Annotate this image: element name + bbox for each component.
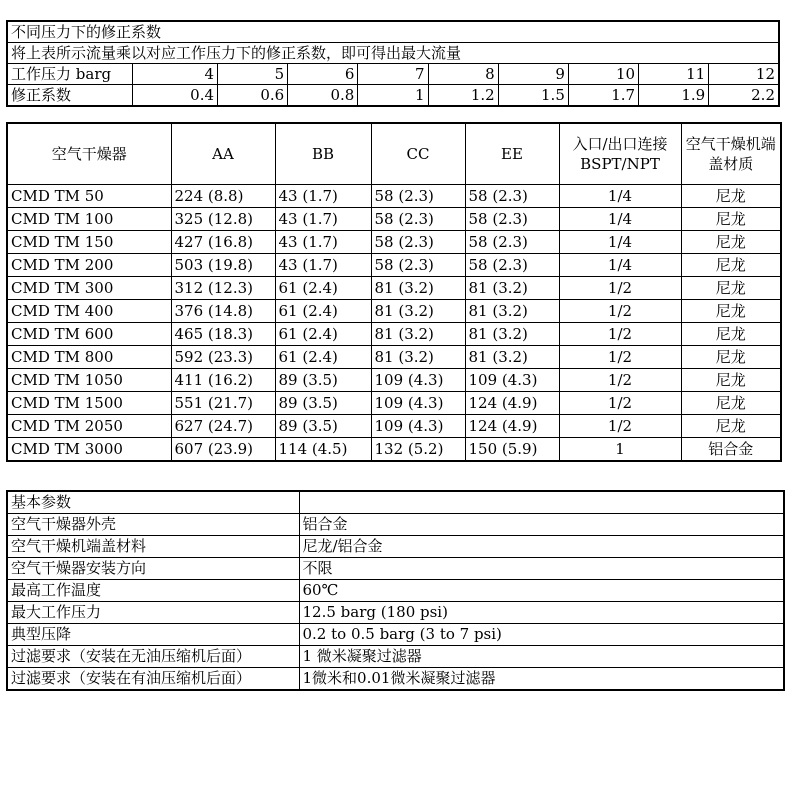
table-row bbox=[7, 580, 784, 602]
cap-material: 尼龙 bbox=[681, 300, 781, 323]
dim-aa: 427 (16.8) bbox=[171, 231, 275, 254]
factor-label: 修正系数 bbox=[7, 85, 132, 107]
param-value: 铝合金 bbox=[299, 514, 784, 536]
dim-ee: 150 (5.9) bbox=[465, 438, 559, 462]
param-label: 最高工作温度 bbox=[7, 580, 299, 602]
pressure-label: 工作压力 barg bbox=[7, 64, 132, 85]
factor-value: 1.7 bbox=[568, 85, 638, 107]
header-model: 空气干燥器 bbox=[7, 123, 171, 185]
table-row bbox=[7, 300, 781, 323]
table-row bbox=[7, 208, 781, 231]
model-dimensions-table bbox=[6, 122, 782, 462]
dim-cc: 58 (2.3) bbox=[371, 208, 465, 231]
dim-bb: 89 (3.5) bbox=[275, 369, 371, 392]
dim-cc: 81 (3.2) bbox=[371, 346, 465, 369]
header-bb: BB bbox=[275, 123, 371, 185]
param-value: 12.5 barg (180 psi) bbox=[299, 602, 784, 624]
connection-size: 1/2 bbox=[559, 369, 681, 392]
dim-ee: 81 (3.2) bbox=[465, 277, 559, 300]
params-title: 基本参数 bbox=[7, 491, 299, 514]
pressure-value: 11 bbox=[639, 64, 709, 85]
dim-cc: 58 (2.3) bbox=[371, 254, 465, 277]
dim-bb: 61 (2.4) bbox=[275, 277, 371, 300]
cap-material: 尼龙 bbox=[681, 208, 781, 231]
model-name: CMD TM 150 bbox=[7, 231, 171, 254]
table-row bbox=[7, 185, 781, 208]
model-name: CMD TM 100 bbox=[7, 208, 171, 231]
dim-bb: 61 (2.4) bbox=[275, 300, 371, 323]
dim-ee: 81 (3.2) bbox=[465, 300, 559, 323]
connection-size: 1 bbox=[559, 438, 681, 462]
connection-size: 1/2 bbox=[559, 323, 681, 346]
dim-aa: 465 (18.3) bbox=[171, 323, 275, 346]
dim-cc: 81 (3.2) bbox=[371, 300, 465, 323]
correction-note: 将上表所示流量乘以对应工作压力下的修正系数，即可得出最大流量 bbox=[7, 43, 779, 64]
dim-aa: 411 (16.2) bbox=[171, 369, 275, 392]
dim-cc: 58 (2.3) bbox=[371, 231, 465, 254]
model-name: CMD TM 2050 bbox=[7, 415, 171, 438]
connection-size: 1/2 bbox=[559, 300, 681, 323]
cap-material: 尼龙 bbox=[681, 369, 781, 392]
header-cc: CC bbox=[371, 123, 465, 185]
connection-size: 1/2 bbox=[559, 392, 681, 415]
dim-ee: 124 (4.9) bbox=[465, 415, 559, 438]
param-label: 空气干燥器安装方向 bbox=[7, 558, 299, 580]
factor-value: 1.5 bbox=[498, 85, 568, 107]
dim-cc: 109 (4.3) bbox=[371, 415, 465, 438]
pressure-row bbox=[7, 64, 779, 85]
param-label: 空气干燥器外壳 bbox=[7, 514, 299, 536]
dim-ee: 58 (2.3) bbox=[465, 254, 559, 277]
table-row bbox=[7, 392, 781, 415]
factor-row bbox=[7, 85, 779, 107]
dim-aa: 224 (8.8) bbox=[171, 185, 275, 208]
dim-bb: 43 (1.7) bbox=[275, 231, 371, 254]
param-value: 1微米和0.01微米凝聚过滤器 bbox=[299, 668, 784, 691]
basic-parameters-table bbox=[6, 490, 785, 691]
connection-size: 1/2 bbox=[559, 346, 681, 369]
param-label: 过滤要求（安装在无油压缩机后面） bbox=[7, 646, 299, 668]
header-cap-material: 空气干燥机端盖材质 bbox=[681, 123, 781, 185]
cap-material: 尼龙 bbox=[681, 254, 781, 277]
correction-title: 不同压力下的修正系数 bbox=[7, 21, 779, 43]
cap-material: 尼龙 bbox=[681, 185, 781, 208]
pressure-value: 10 bbox=[568, 64, 638, 85]
table-row bbox=[7, 277, 781, 300]
table-row bbox=[7, 668, 784, 691]
model-name: CMD TM 300 bbox=[7, 277, 171, 300]
dim-cc: 81 (3.2) bbox=[371, 323, 465, 346]
factor-value: 1.2 bbox=[428, 85, 498, 107]
table-row bbox=[7, 231, 781, 254]
pressure-value: 5 bbox=[218, 64, 288, 85]
dim-aa: 325 (12.8) bbox=[171, 208, 275, 231]
dim-aa: 312 (12.3) bbox=[171, 277, 275, 300]
model-name: CMD TM 200 bbox=[7, 254, 171, 277]
table-row bbox=[7, 646, 784, 668]
model-name: CMD TM 600 bbox=[7, 323, 171, 346]
pressure-value: 9 bbox=[498, 64, 568, 85]
table-row bbox=[7, 624, 784, 646]
params-table-body bbox=[7, 514, 784, 691]
param-label: 最大工作压力 bbox=[7, 602, 299, 624]
dim-cc: 109 (4.3) bbox=[371, 392, 465, 415]
pressure-value: 4 bbox=[132, 64, 217, 85]
dim-bb: 43 (1.7) bbox=[275, 185, 371, 208]
dim-bb: 43 (1.7) bbox=[275, 208, 371, 231]
params-title-row bbox=[7, 491, 784, 514]
model-name: CMD TM 400 bbox=[7, 300, 171, 323]
factor-value: 2.2 bbox=[709, 85, 779, 107]
table-row bbox=[7, 369, 781, 392]
factor-value: 1.9 bbox=[639, 85, 709, 107]
model-name: CMD TM 1050 bbox=[7, 369, 171, 392]
correction-note-row bbox=[7, 43, 779, 64]
model-table-header bbox=[7, 123, 781, 185]
table-row bbox=[7, 438, 781, 462]
table-row bbox=[7, 346, 781, 369]
connection-size: 1/4 bbox=[559, 185, 681, 208]
pressure-value: 8 bbox=[428, 64, 498, 85]
param-value: 尼龙/铝合金 bbox=[299, 536, 784, 558]
param-label: 空气干燥机端盖材料 bbox=[7, 536, 299, 558]
dim-ee: 58 (2.3) bbox=[465, 208, 559, 231]
cap-material: 尼龙 bbox=[681, 392, 781, 415]
model-name: CMD TM 1500 bbox=[7, 392, 171, 415]
dim-aa: 592 (23.3) bbox=[171, 346, 275, 369]
params-title-blank bbox=[299, 491, 784, 514]
table-row bbox=[7, 415, 781, 438]
dim-ee: 58 (2.3) bbox=[465, 185, 559, 208]
model-name: CMD TM 800 bbox=[7, 346, 171, 369]
factor-value: 0.6 bbox=[218, 85, 288, 107]
dim-bb: 89 (3.5) bbox=[275, 415, 371, 438]
cap-material: 尼龙 bbox=[681, 415, 781, 438]
header-connection: 入口/出口连接 BSPT/NPT bbox=[559, 123, 681, 185]
table-row bbox=[7, 602, 784, 624]
table-row bbox=[7, 323, 781, 346]
param-label: 典型压降 bbox=[7, 624, 299, 646]
cap-material: 尼龙 bbox=[681, 346, 781, 369]
cap-material: 尼龙 bbox=[681, 231, 781, 254]
correction-factor-table bbox=[6, 20, 780, 107]
dim-cc: 81 (3.2) bbox=[371, 277, 465, 300]
pressure-value: 6 bbox=[288, 64, 358, 85]
dim-ee: 58 (2.3) bbox=[465, 231, 559, 254]
dim-cc: 58 (2.3) bbox=[371, 185, 465, 208]
connection-size: 1/2 bbox=[559, 277, 681, 300]
header-aa: AA bbox=[171, 123, 275, 185]
dim-cc: 109 (4.3) bbox=[371, 369, 465, 392]
connection-size: 1/4 bbox=[559, 208, 681, 231]
connection-size: 1/4 bbox=[559, 231, 681, 254]
param-value: 0.2 to 0.5 barg (3 to 7 psi) bbox=[299, 624, 784, 646]
pressure-value: 7 bbox=[358, 64, 428, 85]
dim-bb: 61 (2.4) bbox=[275, 346, 371, 369]
dim-aa: 376 (14.8) bbox=[171, 300, 275, 323]
param-value: 不限 bbox=[299, 558, 784, 580]
factor-value: 0.4 bbox=[132, 85, 217, 107]
dim-bb: 114 (4.5) bbox=[275, 438, 371, 462]
table-row bbox=[7, 514, 784, 536]
param-value: 60℃ bbox=[299, 580, 784, 602]
factor-value: 0.8 bbox=[288, 85, 358, 107]
dim-ee: 124 (4.9) bbox=[465, 392, 559, 415]
dim-ee: 81 (3.2) bbox=[465, 346, 559, 369]
dim-aa: 551 (21.7) bbox=[171, 392, 275, 415]
connection-size: 1/2 bbox=[559, 415, 681, 438]
dim-ee: 109 (4.3) bbox=[465, 369, 559, 392]
cap-material: 尼龙 bbox=[681, 323, 781, 346]
dim-aa: 627 (24.7) bbox=[171, 415, 275, 438]
model-name: CMD TM 3000 bbox=[7, 438, 171, 462]
dim-cc: 132 (5.2) bbox=[371, 438, 465, 462]
param-value: 1 微米凝聚过滤器 bbox=[299, 646, 784, 668]
factor-value: 1 bbox=[358, 85, 428, 107]
dim-bb: 61 (2.4) bbox=[275, 323, 371, 346]
table-row bbox=[7, 558, 784, 580]
dim-bb: 89 (3.5) bbox=[275, 392, 371, 415]
table-row bbox=[7, 254, 781, 277]
pressure-value: 12 bbox=[709, 64, 779, 85]
model-name: CMD TM 50 bbox=[7, 185, 171, 208]
cap-material: 尼龙 bbox=[681, 277, 781, 300]
param-label: 过滤要求（安装在有油压缩机后面） bbox=[7, 668, 299, 691]
correction-title-row bbox=[7, 21, 779, 43]
dim-ee: 81 (3.2) bbox=[465, 323, 559, 346]
dim-aa: 503 (19.8) bbox=[171, 254, 275, 277]
header-ee: EE bbox=[465, 123, 559, 185]
model-table-body bbox=[7, 185, 781, 462]
connection-size: 1/4 bbox=[559, 254, 681, 277]
table-row bbox=[7, 536, 784, 558]
cap-material: 铝合金 bbox=[681, 438, 781, 462]
dim-aa: 607 (23.9) bbox=[171, 438, 275, 462]
dim-bb: 43 (1.7) bbox=[275, 254, 371, 277]
